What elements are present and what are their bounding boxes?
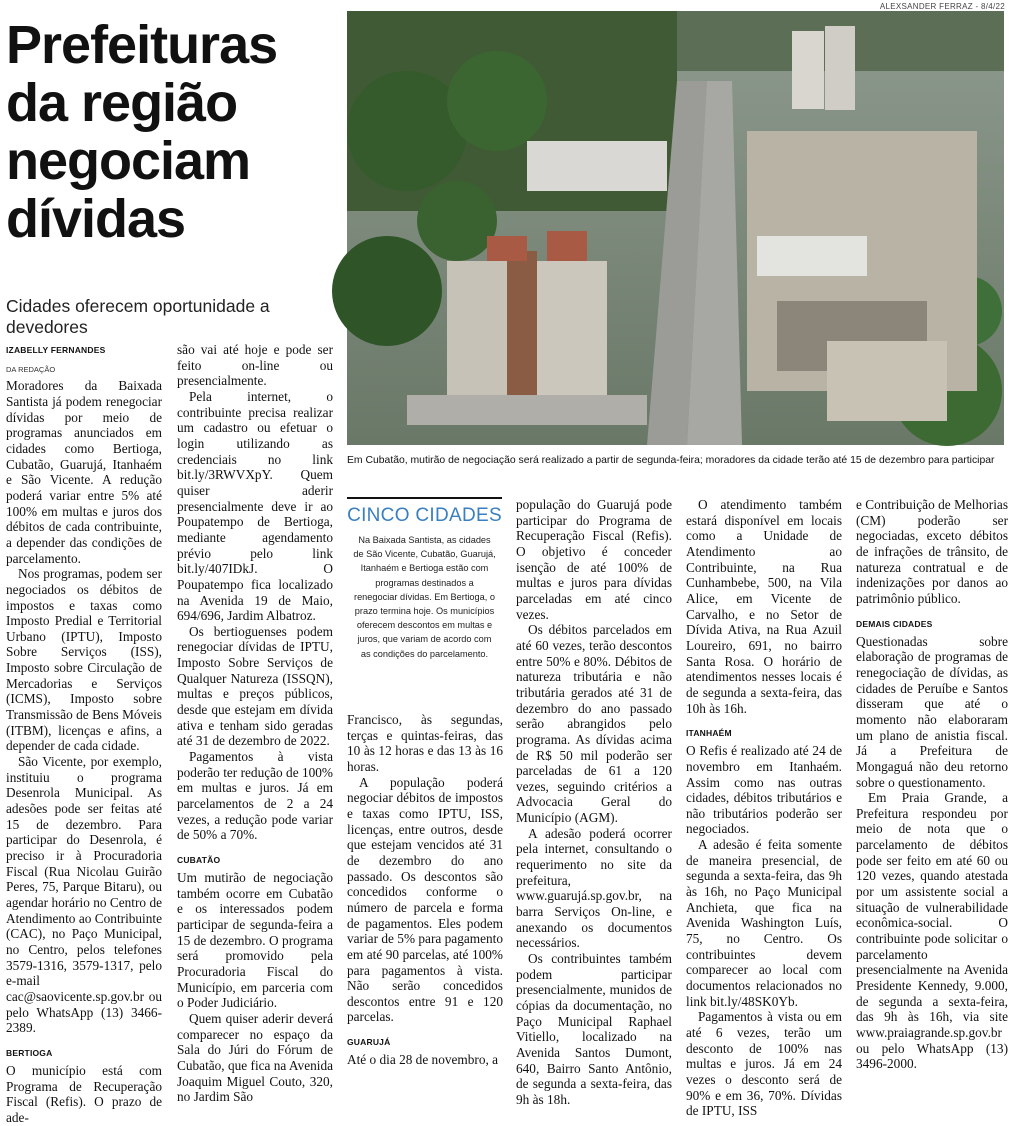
paragraph: Moradores da Baixada Santista já podem renegociar dívidas por meio de programas anunciados em cidades como Bertioga, Cubatão, Guarujá, Itanhaém e São Vicente. A redução poderá variar entre 5% até 100% em multas e juros dos débitos de cada contribuinte, a depender das condições de parcelamento. bbox=[6, 378, 162, 566]
photo-caption: Em Cubatão, mutirão de negociação será realizado a partir de segunda-feira; moradores da cidade terão até 15 de dezembro para participar bbox=[347, 455, 995, 466]
paragraph: O município está com Programa de Recuperação Fiscal (Refis). O prazo de ade- bbox=[6, 1062, 162, 1125]
paragraph: A adesão poderá ocorrer pela internet, consultando o requerimento no site da prefeitura, www.guarujá.sp.gov.br, na barra Serviços On-line, e anexando os documentos necessários. bbox=[516, 825, 672, 951]
article-column-3 bbox=[347, 712, 503, 1068]
article-column-2 bbox=[177, 342, 333, 1105]
paragraph: são vai até hoje e pode ser feito on-line ou presencialmente. bbox=[177, 342, 333, 389]
aerial-city-illustration bbox=[347, 11, 1004, 445]
section-heading-demais-cidades: DEMAIS CIDADES bbox=[856, 618, 933, 629]
paragraph: Nos programas, podem ser negociados os débitos de impostos e taxas como Imposto Predial e Territorial Urbano (IPTU), Imposto Sobre Serviços (ISS), Imposto sobre Circulação de Mercadorias e Serviços (ICMS), Imposto sobre Transmissão de Bens Móveis (ITBM), licenças e afins, a depender de cada cidade. bbox=[6, 566, 162, 754]
paragraph: Os débitos parcelados em até 60 vezes, terão descontos entre 50% e 80%. Débitos de natureza tributária e não tributária gerados até 31 de dezembro do ano passado serão abrangidos pelo programa. As dívidas acima de R$ 50 mil poderão ser parceladas de 61 a 120 vezes, seguindo critérios a Advocacia Geral do Município (AGM). bbox=[516, 622, 672, 826]
photo-credit: ALEXSANDER FERRAZ - 8/4/22 bbox=[879, 2, 1005, 11]
section-heading-bertioga: BERTIOGA bbox=[6, 1047, 53, 1058]
paragraph: Pagamentos à vista ou em até 6 vezes, terão um desconto de 100% nas multas e juros. Já em 24 vezes o desconto será de 90% e em 36, 70%. Dívidas de IPTU, ISS bbox=[686, 1009, 842, 1119]
info-box-text: Na Baixada Santista, as cidades de São Vicente, Cubatão, Guarujá, Itanhaém e Bertioga estão com programas destinados a renegociar dívidas. Em Bertioga, o prazo termina hoje. Os municípios oferecem descontos em multas e juros, que variam de acordo com as condições do parcelamento. bbox=[353, 535, 496, 659]
section-heading-guaruja: GUARUJÁ bbox=[347, 1037, 391, 1048]
paragraph: A população poderá negociar débitos de impostos e taxas como IPTU, ISS, licenças, entre outros, desde que estejam vencidos até 31 de dezembro do ano passado. Os descontos são concedidos conforme o número de parcela e forma de pagamentos. Eles podem variar de 5% para pagamento em até 90 parcelas, até 100% para pagamentos à vista. Não serão concedidos descontos entre 91 e 120 parcelas. bbox=[347, 774, 503, 1025]
byline-author: IZABELLY FERNANDES bbox=[6, 345, 106, 355]
subheadline: Cidades oferecem oportunidade a devedores bbox=[6, 296, 270, 337]
paragraph: Até o dia 28 de novembro, a bbox=[347, 1052, 499, 1068]
section-heading-itanhaem: ITANHAÉM bbox=[686, 728, 732, 739]
article-column-4 bbox=[516, 497, 672, 1107]
section-heading-cubatao: CUBATÃO bbox=[177, 855, 221, 865]
paragraph: Quem quiser aderir deverá comparecer no espaço da Sala do Júri do Fórum de Cubatão, que fica na Avenida Joaquim Miguel Couto, 320, no Jardim São bbox=[177, 1010, 333, 1105]
paragraph: São Vicente, por exemplo, instituiu o programa Desenrola Municipal. As adesões pode ser feitas até 15 de dezembro. Para participar do Desenrola, é preciso ir à Procuradoria Fiscal (Rua Nicolau Guirão Peres, 75, Parque Bitaru), ou agendar horário no Centro de Atendimento ao Contribuinte (CAC), no Paço Municipal, no Centro, pelos telefones 3579-1316, 3579-1317, pelo e-mail cac@saovicente.sp.gov.br ou pelo WhatsApp (13) 3466-2389. bbox=[6, 754, 162, 1036]
paragraph: Questionadas sobre elaboração de programas de renegociação de dívidas, as cidades de Peruíbe e Santos disseram que até o momento não elaboraram um plano de anistia fiscal. Já a Prefeitura de Mongaguá não deu retorno sobre o questionamento. bbox=[856, 633, 1008, 790]
paragraph: população do Guarujá pode participar do Programa de Recuperação Fiscal (Refis). O objetivo é conceder isenção de até 100% de multas e juros para dívidas parceladas em até cinco vezes. bbox=[516, 497, 672, 622]
info-box-title: CINCO CIDADES bbox=[347, 505, 502, 526]
article-column-5 bbox=[686, 497, 842, 1119]
paragraph: Em Praia Grande, a Prefeitura respondeu por meio de nota que o parcelamento de débitos pode ser feito em até 60 ou 120 vezes, quando atestada por um assistente social a situação de vulnerabilidade econômica-social. O contribuinte pode solicitar o parcelamento presencialmente na Avenida Presidente Kennedy, 9.000, de segunda a sexta-feira, das 9h às 16h, via site www.praiagrande.sp.gov.br ou pelo WhatsApp (13) 3496-2000. bbox=[856, 790, 1008, 1072]
info-box-cinco-cidades bbox=[347, 497, 502, 694]
article-column-1 bbox=[6, 343, 162, 1125]
paragraph: Pela internet, o contribuinte precisa realizar um cadastro ou efetuar o login utilizando as credenciais no link bit.ly/3RWVXpY. Quem quiser aderir presencialmente deve ir ao Poupatempo de Bertioga, mediante agendamento prévio pelo link bit.ly/407IDkJ. O Poupatempo fica localizado na Avenida 19 de Maio, 694/696, Jardim Albatroz. bbox=[177, 388, 333, 624]
paragraph: Os contribuintes também podem participar presencialmente, munidos de cópias da documentação, no Paço Municipal Raphael Vitiello, localizado na Avenida Santos Dumont, 640, Bairro Santo Antônio, de segunda a sexta-feira, das 9h às 18h. bbox=[516, 951, 672, 1107]
paragraph: e Contribuição de Melhorias (CM) poderão ser negociadas, exceto débitos de infrações de trânsito, de natureza contratual e de indenizações por danos ao patrimônio público. bbox=[856, 497, 1008, 606]
paragraph: Francisco, às segundas, terças e quintas-feiras, das 10 às 12 horas e das 13 às 16 horas. bbox=[347, 712, 503, 774]
paragraph: O Refis é realizado até 24 de novembro em Itanhaém. Assim como nas outras cidades, débitos tributários e não tributários poderão ser negociados. bbox=[686, 743, 842, 837]
paragraph: Pagamentos à vista poderão ter redução de 100% em multas e juros. Já em parcelamentos de 2 a 24 vezes, a redução pode variar de 50% a 70%. bbox=[177, 749, 333, 843]
paragraph: O atendimento também estará disponível em locais como a Unidade de Atendimento ao Contribuinte, na Rua Cunhambebe, 500, na Vila Alice, em Vicente de Carvalho, e no Setor de Dívida Ativa, na Rua Azuil Loureiro, 691, no bairro Santa Rosa. O horário de atendimentos nesses locais é de segunda a sexta-feira, das 10h às 16h. bbox=[686, 497, 842, 716]
paragraph: Os bertioguenses podem renegociar dívidas de IPTU, Imposto Sobre Serviços de Qualquer Natureza (ISSQN), multas e preços públicos, desde que estejam em dívida ativa e tenham sido geradas até 31 de dezembro de 2022. bbox=[177, 623, 333, 749]
paragraph: A adesão é feita somente de maneira presencial, de segunda a sexta-feira, das 9h às 16h, no Paço Municipal Anchieta, que fica na Avenida Washington Luís, 75, no Centro. Os contribuintes devem comparecer ao local com documentos relacionados no link bit.ly/48SK0Yb. bbox=[686, 837, 842, 1009]
byline-tag: DA REDAÇÃO bbox=[6, 364, 56, 374]
article-column-6 bbox=[856, 497, 1008, 1072]
aerial-city-photo bbox=[347, 11, 1004, 445]
paragraph: Um mutirão de negociação também ocorre em Cubatão e os interessados podem participar de segunda-feira a 15 de dezembro. O programa será promovido pela Procuradoria Fiscal do Município, em parceria com o Poder Judiciário. bbox=[177, 870, 333, 1011]
headline: Prefeituras da região negociam dívidas bbox=[6, 15, 278, 249]
